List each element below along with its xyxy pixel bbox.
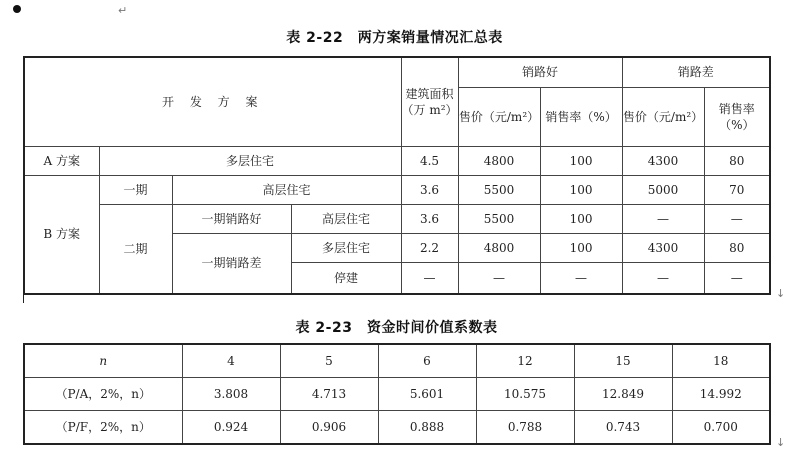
time-value-factor-table (23, 343, 771, 445)
plan-b2b2-type: 停建 (291, 263, 401, 295)
plan-b2g-price-good: 5500 (458, 205, 540, 234)
table2-header-row (24, 344, 770, 378)
pa-value: 5.601 (378, 378, 476, 411)
plan-a-area: 4.5 (401, 147, 458, 176)
plan-b2b2-price-bad: — (622, 263, 704, 295)
plan-b2b1-type: 多层住宅 (291, 234, 401, 263)
pf-value: 0.888 (378, 411, 476, 445)
table-row (24, 378, 770, 411)
plan-b2g-rate-bad: — (704, 205, 770, 234)
plan-b2g-rate-good: 100 (540, 205, 622, 234)
plan-b2b1-price-bad: 4300 (622, 234, 704, 263)
table1-header-row-1 (24, 57, 770, 88)
pa-value: 3.808 (182, 378, 280, 411)
pa-value: 10.575 (476, 378, 574, 411)
header-rate-good: 销售率（%） (540, 88, 622, 147)
header-rate-bad: 销售率（%） (704, 88, 770, 147)
header-n-15: 15 (574, 344, 672, 378)
table-row (24, 147, 770, 176)
paragraph-mark: ↵ (118, 4, 128, 17)
plan-b2g-price-bad: — (622, 205, 704, 234)
header-price-good: 售价（元/m²） (458, 88, 540, 147)
plan-b-phase1: 一期 (99, 176, 172, 205)
plan-b1-type: 高层住宅 (172, 176, 401, 205)
plan-b2-good-label: 一期销路好 (172, 205, 291, 234)
plan-b1-rate-good: 100 (540, 176, 622, 205)
table2-caption: 表 2-23 资金时间价值系数表 (295, 320, 498, 336)
plan-b-label: B 方案 (24, 176, 99, 295)
pf-factor-label: （P/F，2%，n） (24, 411, 182, 445)
header-area: 建筑面积（万 m²） (401, 57, 458, 147)
pf-value: 0.743 (574, 411, 672, 445)
paragraph-mark: ↓ (776, 287, 786, 300)
plan-b2b1-rate-bad: 80 (704, 234, 770, 263)
plan-b2-bad-label: 一期销路差 (172, 234, 291, 295)
plan-b1-price-bad: 5000 (622, 176, 704, 205)
pa-value: 12.849 (574, 378, 672, 411)
table-row (24, 176, 770, 205)
table-row (24, 411, 770, 445)
pf-value: 0.700 (672, 411, 770, 445)
plan-b2b2-rate-good: — (540, 263, 622, 295)
list-bullet (13, 5, 21, 13)
text-cursor-rule (23, 289, 24, 303)
header-n-4: 4 (182, 344, 280, 378)
plan-b2g-type: 高层住宅 (291, 205, 401, 234)
header-plan: 开 发 方 案 (24, 57, 401, 147)
plan-a-rate-bad: 80 (704, 147, 770, 176)
plan-b1-area: 3.6 (401, 176, 458, 205)
plan-b2b2-rate-bad: — (704, 263, 770, 295)
pa-value: 14.992 (672, 378, 770, 411)
plan-b2b1-price-good: 4800 (458, 234, 540, 263)
header-bad: 销路差 (622, 57, 770, 88)
header-n-6: 6 (378, 344, 476, 378)
pa-factor-label: （P/A，2%，n） (24, 378, 182, 411)
plan-b2b1-area: 2.2 (401, 234, 458, 263)
plan-a-price-good: 4800 (458, 147, 540, 176)
plan-a-label: A 方案 (24, 147, 99, 176)
header-n-12: 12 (476, 344, 574, 378)
sales-summary-table (23, 56, 771, 295)
pf-value: 0.924 (182, 411, 280, 445)
pf-value: 0.788 (476, 411, 574, 445)
header-price-bad: 售价（元/m²） (622, 88, 704, 147)
table-row (24, 205, 770, 234)
header-n-18: 18 (672, 344, 770, 378)
pa-value: 4.713 (280, 378, 378, 411)
header-n: n (24, 344, 182, 378)
plan-a-price-bad: 4300 (622, 147, 704, 176)
plan-b1-rate-bad: 70 (704, 176, 770, 205)
header-good: 销路好 (458, 57, 622, 88)
table1-caption: 表 2-22 两方案销量情况汇总表 (286, 30, 503, 46)
plan-b2g-area: 3.6 (401, 205, 458, 234)
plan-b2b2-price-good: — (458, 263, 540, 295)
plan-b1-price-good: 5500 (458, 176, 540, 205)
header-n-5: 5 (280, 344, 378, 378)
plan-b-phase2: 二期 (99, 205, 172, 295)
paragraph-mark: ↓ (776, 436, 786, 449)
pf-value: 0.906 (280, 411, 378, 445)
plan-a-rate-good: 100 (540, 147, 622, 176)
plan-b2b2-area: — (401, 263, 458, 295)
plan-b2b1-rate-good: 100 (540, 234, 622, 263)
plan-a-type: 多层住宅 (99, 147, 401, 176)
